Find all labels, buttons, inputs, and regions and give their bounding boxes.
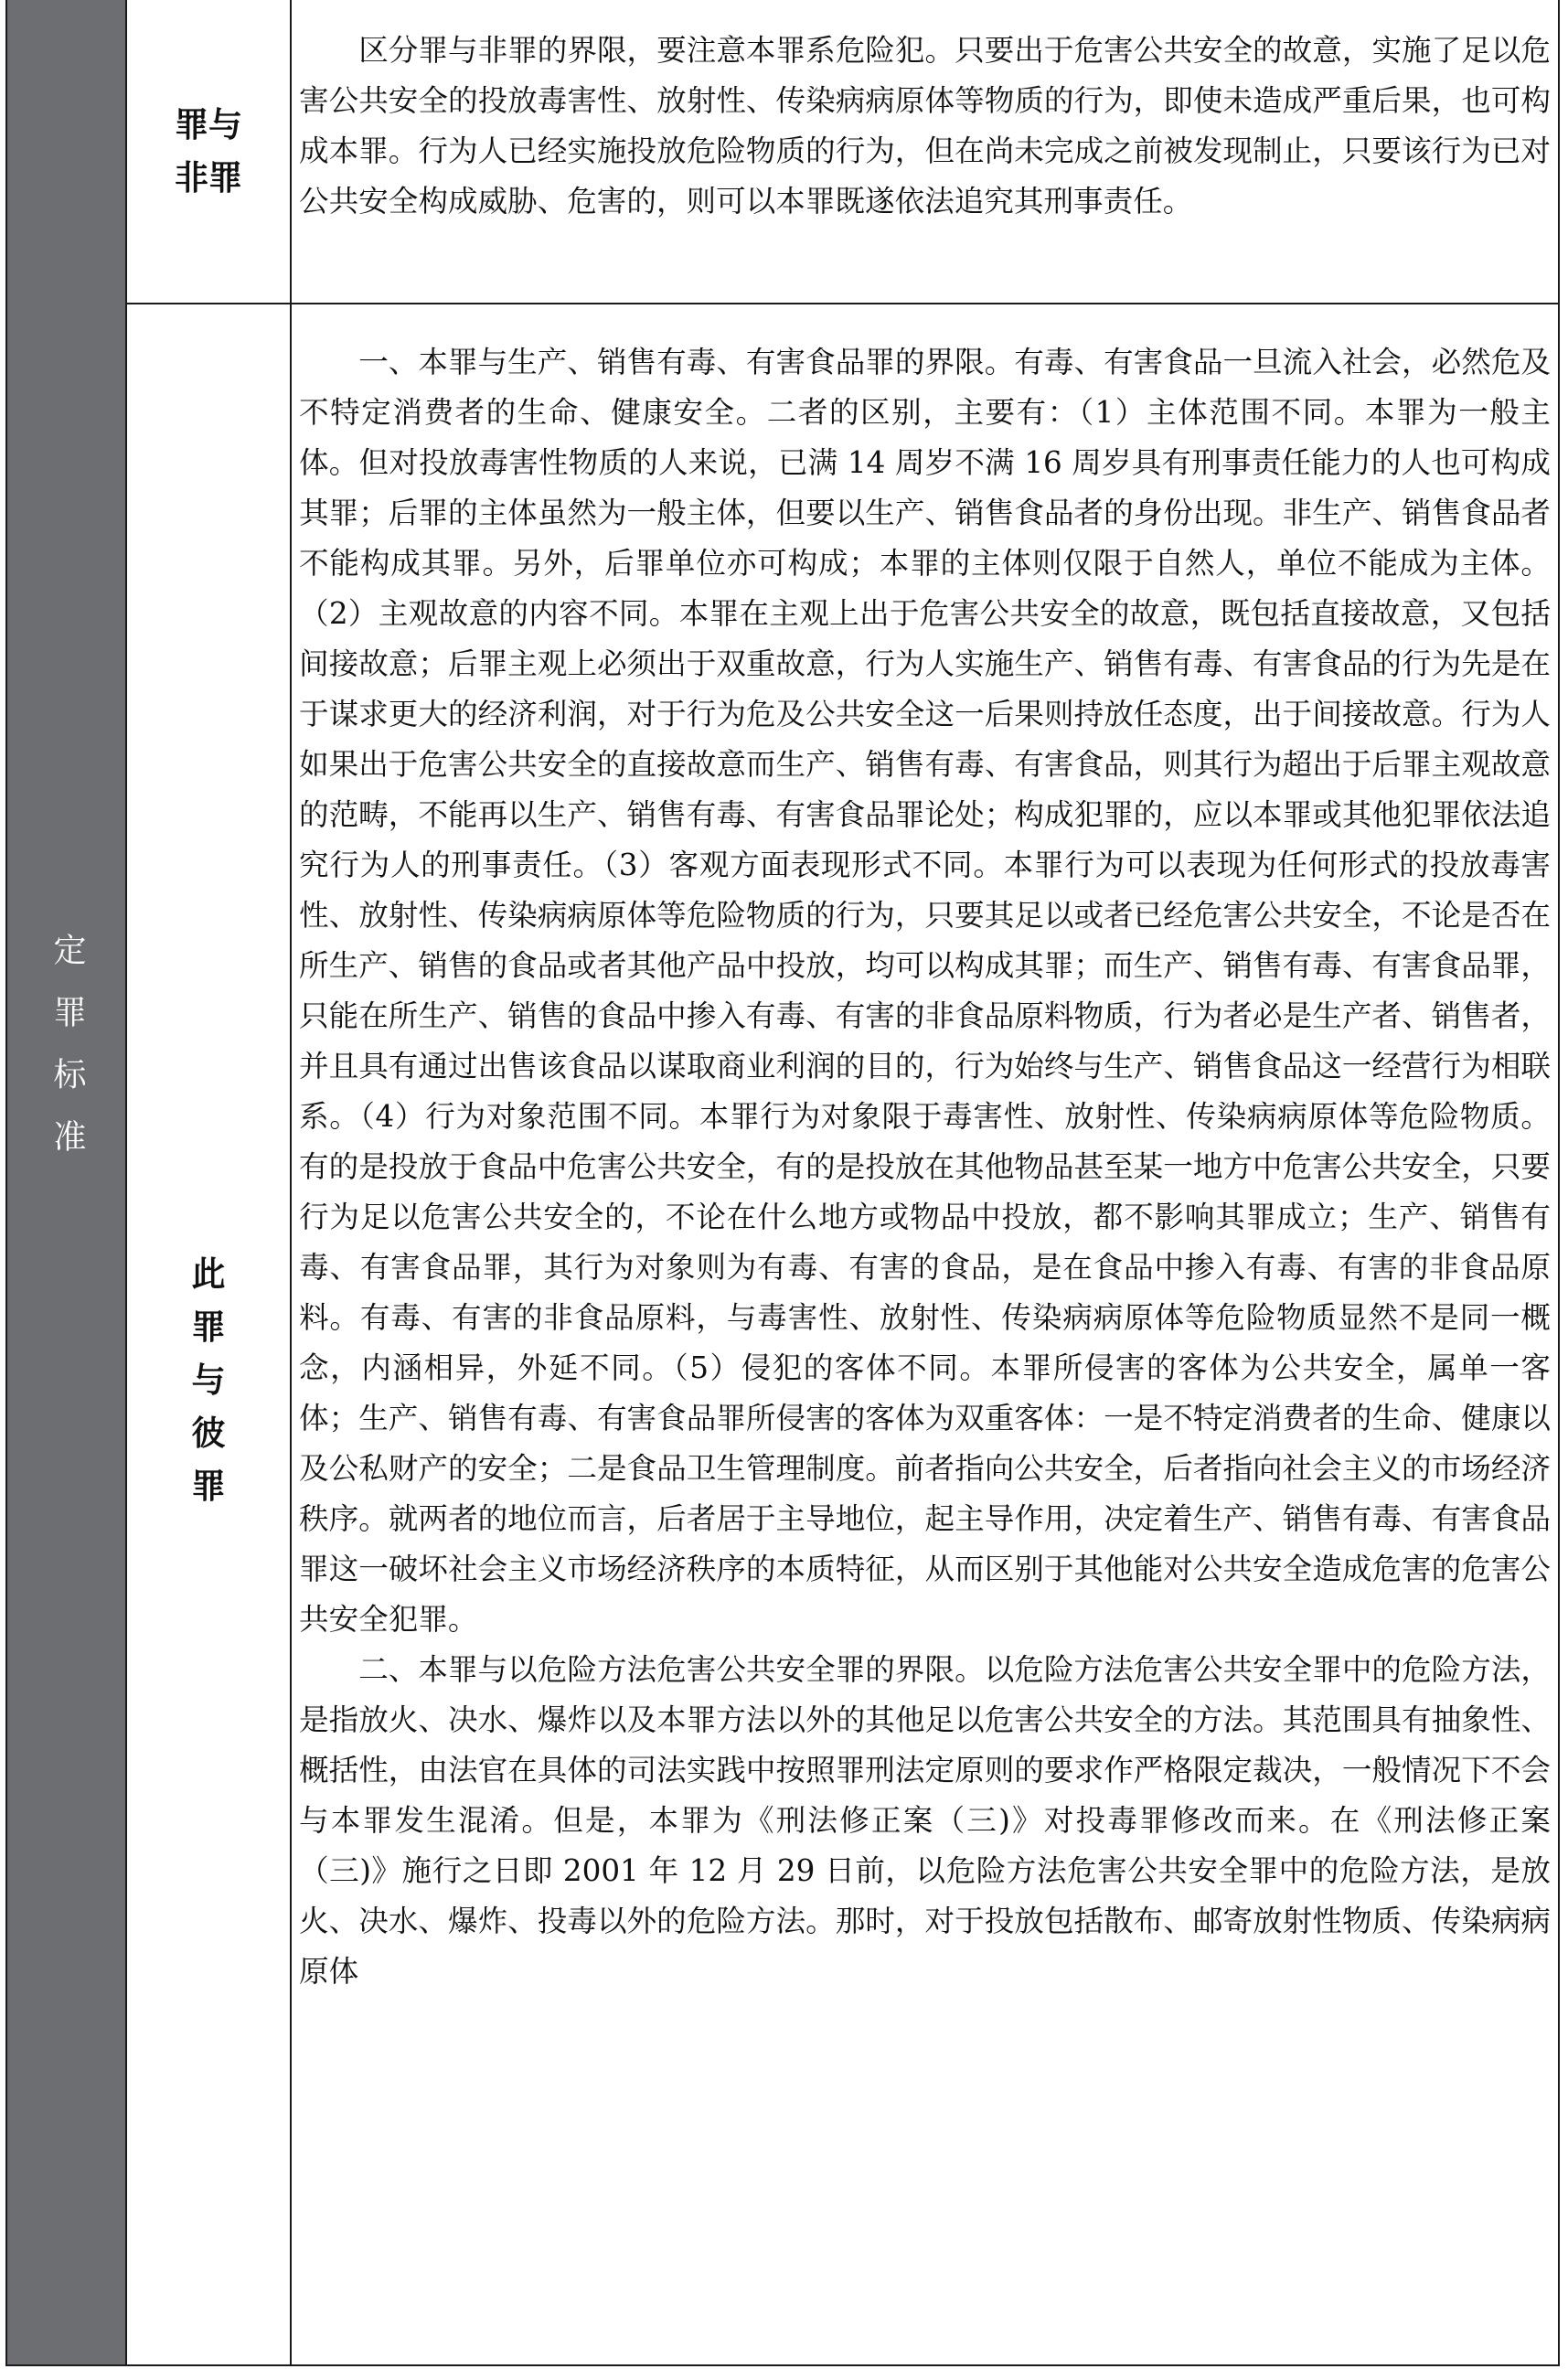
paragraph: 区分罪与非罪的界限，要注意本罪系危险犯。只要出于危害公共安全的故意，实施了足以危害公共安全的投放毒害性、放射性、传染病病原体等物质的行为，即使未造成严重后果，也可构成本罪。行为人已经实施投放危险物质的行为，但在尚未完成之前被发现制止，只要该行为已对公共安全构成威胁、危害的，则可以本罪既遂依法追究其刑事责任。 xyxy=(299,33,1551,219)
row-header xyxy=(127,304,292,2364)
row-header-label: 罪与非罪 xyxy=(175,104,242,197)
paragraph: 二、本罪与以危险方法危害公共安全罪的界限。以危险方法危害公共安全罪中的危险方法，是指放火、决水、爆炸以及本罪方法以外的其他足以危害公共安全的方法。其范围具有抽象性、概括性，由法官在具体的司法实践中按照罪刑法定原则的要求作严格限定裁决，一般情况下不会与本罪发生混淆。但是，本罪为《刑法修正案（三)》对投毒罪修改而来。在《刑法修正案（三)》施行之日即 2001 年 12 月 29 日前，以危险方法危害公共安全罪中的危险方法，是放火、决水、爆炸、投毒以外的危险方法。那时，对于投放包括散布、邮寄放射性物质、传染病病原体 xyxy=(299,1652,1551,1989)
criteria-table xyxy=(5,0,1560,2366)
row-content xyxy=(292,0,1558,303)
row-header-label: 此罪与彼罪 xyxy=(191,1254,226,1506)
table-row-this-crime-vs-other-crime xyxy=(127,304,1558,2364)
row-header xyxy=(127,0,292,303)
paragraph: 一、本罪与生产、销售有毒、有害食品罪的界限。有毒、有害食品一旦流入社会，必然危及不特定消费者的生命、健康安全。二者的区别，主要有：（1）主体范围不同。本罪为一般主体。但对投放毒害性物质的人来说，已满 14 周岁不满 16 周岁具有刑事责任能力的人也可构成其罪；后罪的主体虽然为一般主体，但要以生产、销售食品者的身份出现。非生产、销售食品者不能构成其罪。另外，后罪单位亦可构成；本罪的主体则仅限于自然人，单位不能成为主体。（2）主观故意的内容不同。本罪在主观上出于危害公共安全的故意，既包括直接故意，又包括间接故意；后罪主观上必须出于双重故意，行为人实施生产、销售有毒、有害食品的行为先是在于谋求更大的经济利润，对于行为危及公共安全这一后果则持放任态度，出于间接故意。行为人如果出于危害公共安全的直接故意而生产、销售有毒、有害食品，则其行为超出于后罪主观故意的范畴，不能再以生产、销售有毒、有害食品罪论处；构成犯罪的，应以本罪或其他犯罪依法追究行为人的刑事责任。（3）客观方面表现形式不同。本罪行为可以表现为任何形式的投放毒害性、放射性、传染病病原体等危险物质的行为，只要其足以或者已经危害公共安全，不论是否在所生产、销售的食品或者其他产品中投放，均可以构成其罪；而生产、销售有毒、有害食品罪，只能在所生产、销售的食品中掺入有毒、有害的非食品原料物质，行为者必是生产者、销售者，并且具有通过出售该食品以谋取商业利润的目的，行为始终与生产、销售食品这一经营行为相联系。（4）行为对象范围不同。本罪行为对象限于毒害性、放射性、传染病病原体等危险物质。有的是投放于食品中危害公共安全，有的是投放在其他物品甚至某一地方中危害公共安全，只要行为足以危害公共安全的，不论在什么地方或物品中投放，都不影响其罪成立；生产、销售有毒、有害食品罪，其行为对象则为有毒、有害的食品，是在食品中掺入有毒、有害的非食品原料。有毒、有害的非食品原料，与毒害性、放射性、传染病病原体等危险物质显然不是同一概念，内涵相异，外延不同。（5）侵犯的客体不同。本罪所侵害的客体为公共安全，属单一客体；生产、销售有毒、有害食品罪所侵害的客体为双重客体：一是不特定消费者的生命、健康以及公私财产的安全；二是食品卫生管理制度。前者指向公共安全，后者指向社会主义的市场经济秩序。就两者的地位而言，后者居于主导地位，起主导作用，决定着生产、销售有毒、有害食品罪这一破坏社会主义市场经济秩序的本质特征，从而区别于其他能对公共安全造成危害的危害公共安全犯罪。 xyxy=(299,345,1551,1637)
sidebar-category xyxy=(7,0,127,2364)
table-row-crime-vs-noncrime xyxy=(127,0,1558,304)
row-content xyxy=(292,304,1558,2364)
sidebar-category-label: 定罪标准 xyxy=(48,933,86,1181)
